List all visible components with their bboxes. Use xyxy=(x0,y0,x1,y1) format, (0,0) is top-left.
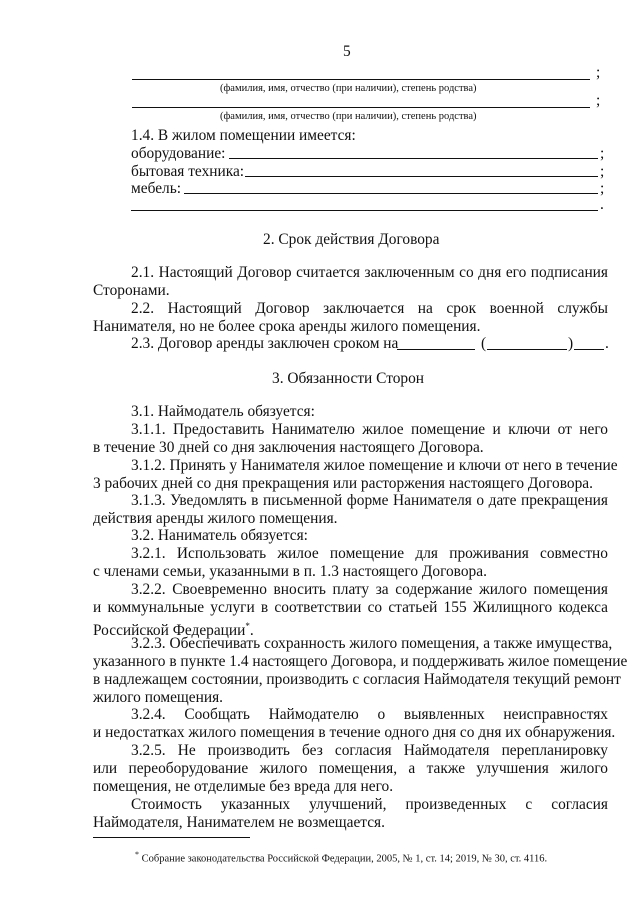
paragraph-3-1-2-line-2: 3 рабочих дней со дня прекращения или расторжения настоящего Договора. xyxy=(93,475,593,492)
period: . xyxy=(249,622,254,640)
paragraph-3-2-5-line-2: или переоборудование жилого помещения, а также улучшения жилого xyxy=(93,760,608,777)
semicolon: ; xyxy=(600,180,605,197)
family-member-line-2[interactable] xyxy=(132,107,590,108)
equipment-label: оборудование: xyxy=(131,145,226,162)
furniture-field[interactable] xyxy=(184,193,598,194)
paragraph-3-2-2-line-1: 3.2.2. Своевременно вносить плату за содержание жилого помещения xyxy=(131,581,608,598)
close-paren: ) xyxy=(568,335,574,352)
footnote-separator xyxy=(93,837,250,838)
appliances-label: бытовая техника: xyxy=(131,163,245,180)
period: . xyxy=(600,196,604,213)
section-3-heading: 3. Обязанности Сторон xyxy=(272,370,425,387)
paragraph-3-2-3-line-2: указанного в пункте 1.4 настоящего Договора, и поддерживать жилое помещение xyxy=(93,653,628,670)
paragraph-3-2-3-line-1: 3.2.3. Обеспечивать сохранность жилого помещения, а также имущества, xyxy=(131,635,613,652)
paragraph-3-2-4-line-1: 3.2.4. Сообщать Наймодателю о выявленных неисправностях xyxy=(131,706,608,723)
paragraph-3-2: 3.2. Наниматель обязуется: xyxy=(131,527,308,544)
cost-paragraph-line-1: Стоимость указанных улучшений, произведенных с согласия xyxy=(131,796,608,813)
paragraph-3-1-1-line-1: 3.1.1. Предоставить Нанимателю жилое помещение и ключи от него xyxy=(131,421,608,438)
paragraph-2-2-line-2: Нанимателя, но не более срока аренды жилого помещения. xyxy=(93,318,481,335)
family-caption-1: (фамилия, имя, отчество (при наличии), степень родства) xyxy=(220,83,477,94)
paragraph-3-2-3-line-4: жилого помещения. xyxy=(93,689,224,706)
paragraph-3-2-4-line-2: и недостатках жилого помещения в течение одного дня со дня их обнаружения. xyxy=(93,724,616,741)
paragraph-3-2-2-line-2: и коммунальные услуги в соответствии со статьей 155 Жилищного кодекса xyxy=(93,599,608,616)
paragraph-2-1-line-1: 2.1. Настоящий Договор считается заключенным со дня его подписания xyxy=(131,264,608,281)
paragraph-3-1-2-line-1: 3.1.2. Принять у Нанимателя жилое помещение и ключи от него в течение xyxy=(131,457,618,474)
furniture-field-continued[interactable] xyxy=(131,210,598,211)
furniture-label: мебель: xyxy=(131,180,182,197)
paragraph-3-1-3-line-2: действия аренды жилого помещения. xyxy=(93,510,338,527)
paragraph-3-2-5-line-1: 3.2.5. Не производить без согласия Наймодателя перепланировку xyxy=(131,742,608,759)
semicolon: ; xyxy=(596,64,601,81)
cost-paragraph-line-2: Наймодателя, Нанимателем не возмещается. xyxy=(93,814,385,831)
paragraph-3-2-1-line-2: с членами семьи, указанными в п. 1.3 настоящего Договора. xyxy=(93,563,487,580)
footnote-text: Собрание законодательства Российской Федерации, 2005, № 1, ст. 14; 2019, № 30, ст. 4116. xyxy=(141,853,548,865)
footnote-reference[interactable]: * xyxy=(245,621,250,631)
period: . xyxy=(605,335,609,352)
footnote-mark: * xyxy=(135,850,139,859)
family-member-line-1[interactable] xyxy=(132,79,590,80)
paragraph-3-1-1-line-2: в течение 30 дней со дня заключения настоящего Договора. xyxy=(93,439,484,456)
paragraph-2-3: 2.3. Договор аренды заключен сроком на xyxy=(131,335,399,352)
open-paren: ( xyxy=(481,335,487,352)
paragraph-3-2-2-line-3-text: Российской Федерации xyxy=(93,622,246,640)
paragraph-3-2-5-line-3: помещения, не отделимые без вреда для него. xyxy=(93,778,394,795)
paragraph-3-1: 3.1. Наймодатель обязуется: xyxy=(131,403,315,420)
lease-term-number-field[interactable] xyxy=(397,349,475,350)
paragraph-3-1-3-line-1: 3.1.3. Уведомлять в письменной форме Нанимателя о дате прекращения xyxy=(131,492,608,509)
lease-term-unit-field[interactable] xyxy=(574,349,604,350)
footnote xyxy=(135,849,547,866)
paragraph-3-2-1-line-1: 3.2.1. Использовать жилое помещение для проживания совместно xyxy=(131,545,608,562)
paragraph-2-1-line-2: Сторонами. xyxy=(93,282,170,299)
item-1-4: 1.4. В жилом помещении имеется: xyxy=(131,127,356,144)
section-2-heading: 2. Срок действия Договора xyxy=(263,231,440,248)
semicolon: ; xyxy=(596,92,601,109)
paragraph-2-2-line-1: 2.2. Настоящий Договор заключается на срок военной службы xyxy=(131,300,608,317)
paragraph-3-2-3-line-3: в надлежащем состоянии, производить с согласия Наймодателя текущий ремонт xyxy=(93,671,621,688)
semicolon: ; xyxy=(600,145,605,162)
lease-term-words-field[interactable] xyxy=(487,349,567,350)
family-caption-2: (фамилия, имя, отчество (при наличии), степень родства) xyxy=(220,111,477,122)
equipment-field[interactable] xyxy=(229,158,598,159)
semicolon: ; xyxy=(600,163,605,180)
appliances-field[interactable] xyxy=(245,176,598,177)
page-number: 5 xyxy=(343,43,351,60)
